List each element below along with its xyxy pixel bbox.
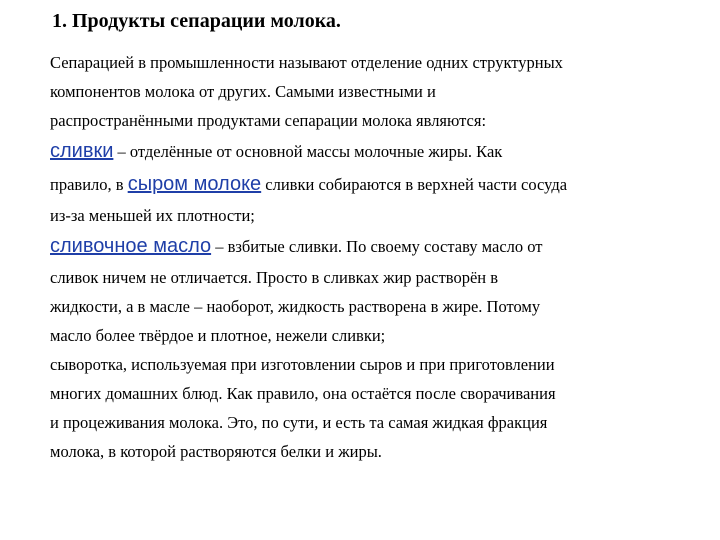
text-line: из-за меньшей их плотности; bbox=[50, 206, 255, 225]
text-line: сливок ничем не отличается. Просто в сливках жир растворён в bbox=[50, 268, 499, 287]
text-line: компонентов молока от других. Самыми известными и bbox=[50, 82, 436, 101]
text-line: масло более твёрдое и плотное, нежели сливки; bbox=[50, 326, 386, 345]
text-segment: – взбитые сливки. По своему составу масло от bbox=[211, 237, 543, 256]
text-line-raw-milk bbox=[50, 168, 690, 201]
term-link-butter[interactable]: сливочное масло bbox=[50, 235, 212, 257]
text-segment: – отделённые от основной массы молочные жиры. Как bbox=[113, 142, 503, 161]
slide-title: 1. Продукты сепарации молока. bbox=[52, 10, 341, 32]
text-line-butter bbox=[50, 230, 690, 263]
text-line-cream bbox=[50, 135, 690, 168]
text-segment: правило, в bbox=[50, 175, 128, 194]
slide-body bbox=[50, 48, 690, 466]
text-line: Сепарацией в промышленности называют отделение одних структурных bbox=[50, 53, 563, 72]
term-link-cream[interactable]: сливки bbox=[50, 140, 114, 162]
text-line: многих домашних блюд. Как правило, она остаётся после сворачивания bbox=[50, 384, 556, 403]
text-segment: сливки собираются в верхней части сосуда bbox=[261, 175, 568, 194]
text-line: молока, в которой растворяются белки и жиры. bbox=[50, 442, 382, 461]
text-line: жидкости, а в масле – наоборот, жидкость растворена в жире. Потому bbox=[50, 297, 541, 316]
text-line: сыворотка, используемая при изготовлении сыров и при приготовлении bbox=[50, 355, 555, 374]
text-line: и процеживания молока. Это, по сути, и есть та самая жидкая фракция bbox=[50, 413, 548, 432]
term-link-raw-milk[interactable]: сыром молоке bbox=[127, 173, 262, 195]
text-line: распространёнными продуктами сепарации молока являются: bbox=[50, 111, 487, 130]
